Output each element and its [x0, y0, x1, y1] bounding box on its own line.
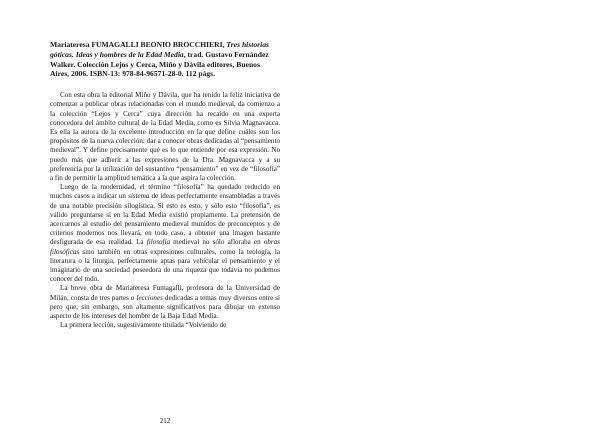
paragraph-text: de ideas perfectamente ensambladas a través de una notable precisión silogística. Si esto es esto, y sólo esto “filosofía”, es válido preguntarse si en la Edad Media existió propiamente. La pretensión de acercarnos al estudio del pensamiento medieval munidos de preconceptos y de criterios modernos nos llevará, en todo caso, a obtener una imagen bastante desfigurada de esa realidad. La [50, 192, 280, 247]
paragraph-text: Luego de la modernidad, el término “filosofía” ha quedado reducido en muchos casos a indicar un [50, 183, 280, 201]
emphasized-text: sistema [128, 192, 150, 201]
paragraph-text: medieval no sólo afloraba en [170, 238, 264, 247]
body-paragraph [50, 284, 280, 321]
body-paragraph [50, 321, 280, 330]
reference-title: Tres historias góticas. Ideas y hombres de la Edad Media [50, 40, 269, 59]
review-page [50, 40, 280, 425]
page-number: 212 [159, 417, 171, 425]
emphasized-text: filosofía [146, 238, 171, 247]
paragraph-text: La primera lección, sugestivamente titulada “Volviendo de [60, 321, 227, 330]
body-paragraph [50, 91, 280, 183]
emphasized-text: obras filosóficas [50, 238, 280, 256]
paragraph-text: sino también en otras expresiones culturales, como la teología, la literatura o la liturgia, perfectamente aptas para vehicular el pensamiento y el imaginario de una sociedad poseedora de una riqueza que todavía no podemos conocer del todo. [50, 247, 280, 284]
paragraph-text: Con esta obra la editorial Miño y Dávila, que ha tenido la feliz iniciativa de comenzar a publicar obras relacionadas con el mundo medieval, da comienzo a la colección “Lejos y Cerca” cuya dirección ha recaído en una experta conocedora del ámbito cultural de la Edad Media, como es Silvia Magnavacca. Es ella la autora de la excelente introducción en la que define cuáles son los propósitos de la nueva colección: dar a conocer obras dedicadas al “pensamiento medieval”. Y define precisamente qué es lo que entiende por esa expresión. No puedo más que adherir a las expresiones de la Dra. Magnavacca y a su preferencia por la utilización del sustantivo “pensamiento” en vez de “filosofía” a fin de permitir la amplitud temática a la que aspira la colección. [50, 91, 280, 183]
emphasized-text: lecciones [136, 293, 163, 302]
paragraph-text: dedicadas a temas muy diversos entre sí pero que, sin embargo, son altamente significativos para dibujar un extenso aspecto de los intereses del hombre de la Baja Edad Media. [50, 293, 280, 321]
bibliographic-reference [50, 40, 280, 79]
body-paragraph [50, 183, 280, 284]
reference-details: , trad. Gustavo Fernández Walker. Colección Lejos y Cerca, Miño y Dávila editores, Buenos Aires, 2006. ISBN-13: 978-84-96571-28-0. 112 págs. [50, 49, 269, 79]
reference-author: Mariateresa FUMAGALLI BEONIO BROCCHIERI, [50, 40, 225, 49]
paragraph-text: La breve obra de Mariateresa Fumagalli, profesora de la Universidad de Milán, consta de tres partes o [50, 284, 280, 302]
review-body [50, 91, 280, 330]
